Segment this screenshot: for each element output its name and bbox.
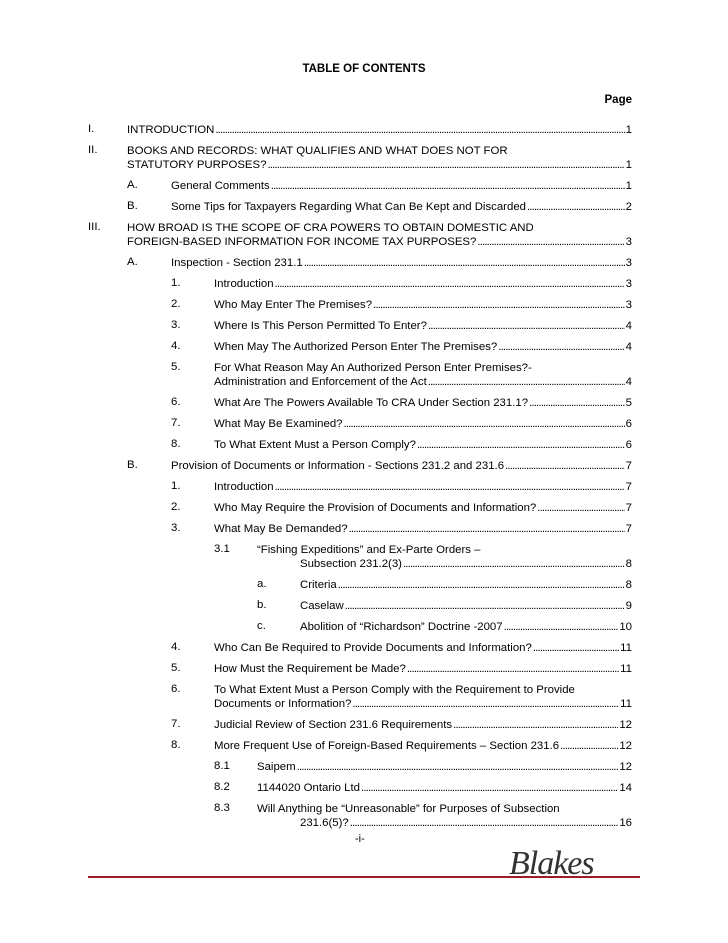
- toc-entry-page: 3: [625, 257, 632, 269]
- toc-entry-page: 4: [625, 320, 632, 332]
- toc-entry[interactable]: [0, 683, 728, 711]
- footer-page-number: -i-: [355, 833, 365, 845]
- toc-entry-number: 6.: [171, 396, 181, 408]
- toc-entry[interactable]: [0, 361, 728, 389]
- toc-entry[interactable]: [0, 480, 728, 494]
- dot-leader: [338, 578, 625, 592]
- toc-entry-text-line: Saipem: [257, 761, 296, 773]
- toc-entry-page: 5: [625, 397, 632, 409]
- toc-entry-page: 9: [625, 600, 632, 612]
- toc-entry-number: II.: [88, 144, 98, 156]
- toc-entry-page: 16: [619, 817, 632, 829]
- toc-entry-number: B.: [127, 200, 138, 212]
- toc-entry-number: 3.1: [214, 543, 230, 555]
- toc-entry-page: 3: [625, 278, 632, 290]
- dot-leader: [361, 781, 618, 795]
- toc-entry-text-line: To What Extent Must a Person Comply?: [214, 439, 416, 451]
- toc-entry-text-line: What May Be Examined?: [214, 418, 343, 430]
- toc-entry[interactable]: [0, 179, 728, 193]
- toc-entry[interactable]: [0, 417, 728, 431]
- page-column-header: Page: [604, 94, 632, 106]
- toc-entry[interactable]: [0, 543, 728, 571]
- toc-entry-page: 12: [619, 719, 632, 731]
- toc-entry-page: 14: [619, 782, 632, 794]
- toc-entry[interactable]: [0, 501, 728, 515]
- toc-entry-number: 2.: [171, 501, 181, 513]
- toc-entry[interactable]: [0, 620, 728, 634]
- toc-entry-text-line: Some Tips for Taxpayers Regarding What Can Be Kept and Discarded: [171, 201, 526, 213]
- toc-entry-text-line: 231.6(5)?: [300, 817, 349, 829]
- blakes-logo: [505, 842, 613, 886]
- dot-leader: [407, 662, 619, 676]
- toc-entry-page: 11: [620, 698, 632, 710]
- toc-entry-text-line: Where Is This Person Permitted To Enter?: [214, 320, 427, 332]
- toc-entry-number: 7.: [171, 718, 181, 730]
- toc-entry-text-line: BOOKS AND RECORDS: WHAT QUALIFIES AND WHAT DOES NOT FOR: [127, 145, 508, 157]
- toc-entry-text-line: 1144020 Ontario Ltd: [257, 782, 361, 794]
- toc-entry-text-line: For What Reason May An Authorized Person Enter Premises?-: [214, 362, 532, 374]
- toc-entry[interactable]: [0, 802, 728, 830]
- toc-entry-page: 4: [625, 341, 632, 353]
- toc-entry-text-line: Judicial Review of Section 231.6 Requirements: [214, 719, 453, 731]
- toc-entry-page: 3: [625, 299, 632, 311]
- toc-entry[interactable]: [0, 256, 728, 270]
- toc-entry-page: 1: [625, 124, 632, 136]
- toc-entry[interactable]: [0, 718, 728, 732]
- dot-leader: [428, 319, 625, 333]
- dot-leader: [477, 235, 624, 249]
- toc-entry[interactable]: [0, 459, 728, 473]
- toc-entry-number: 1.: [171, 480, 181, 492]
- toc-entry-number: A.: [127, 256, 138, 268]
- toc-entry-page: 6: [625, 439, 632, 451]
- logo-wordmark: Blakes: [509, 845, 594, 882]
- toc-entry-number: I.: [88, 123, 95, 135]
- toc-entry-text-line: Who Can Be Required to Provide Documents and Information?: [214, 642, 532, 654]
- dot-leader: [344, 417, 625, 431]
- toc-entry-text-line: When May The Authorized Person Enter The Premises?: [214, 341, 498, 353]
- toc-entry-text-line: Abolition of “Richardson” Doctrine -2007: [300, 621, 503, 633]
- toc-entry-number: 8.2: [214, 781, 230, 793]
- toc-entry-page: 8: [625, 558, 632, 570]
- dot-leader: [345, 599, 625, 613]
- dot-leader: [352, 697, 619, 711]
- toc-entry-number: 8.1: [214, 760, 230, 772]
- dot-leader: [275, 277, 625, 291]
- toc-entry-number: 4.: [171, 641, 181, 653]
- dot-leader: [498, 340, 624, 354]
- dot-leader: [215, 123, 624, 137]
- toc-entry-page: 11: [620, 642, 632, 654]
- dot-leader: [529, 396, 625, 410]
- toc-entry[interactable]: [0, 298, 728, 312]
- dot-leader: [304, 256, 625, 270]
- toc-entry-number: 8.3: [214, 802, 230, 814]
- toc-entry-page: 10: [619, 621, 632, 633]
- toc-entry-text-line: How Must the Requirement be Made?: [214, 663, 406, 675]
- dot-leader: [349, 522, 625, 536]
- toc-entry-page: 6: [625, 418, 632, 430]
- toc-entry[interactable]: [0, 641, 728, 655]
- toc-entry-text-line: What May Be Demanded?: [214, 523, 348, 535]
- dot-leader: [453, 718, 618, 732]
- dot-leader: [527, 200, 625, 214]
- toc-entry-text-line: More Frequent Use of Foreign-Based Requirements – Section 231.6: [214, 740, 560, 752]
- dot-leader: [505, 459, 625, 473]
- toc-entry-text-line: Who May Enter The Premises?: [214, 299, 373, 311]
- toc-entry[interactable]: [0, 396, 728, 410]
- toc-entry[interactable]: [0, 662, 728, 676]
- dot-leader: [417, 438, 625, 452]
- toc-entry-number: 2.: [171, 298, 181, 310]
- dot-leader: [267, 158, 624, 172]
- toc-entry-text-line: Provision of Documents or Information - Sections 231.2 and 231.6: [171, 460, 505, 472]
- toc-entry-number: a.: [257, 578, 267, 590]
- toc-entry-number: c.: [257, 620, 266, 632]
- toc-entry-text-line: What Are The Powers Available To CRA Under Section 231.1?: [214, 397, 529, 409]
- dot-leader: [271, 179, 625, 193]
- toc-entry-number: 5.: [171, 662, 181, 674]
- toc-title: TABLE OF CONTENTS: [302, 63, 426, 75]
- dot-leader: [533, 641, 619, 655]
- toc-entry-text-line: To What Extent Must a Person Comply with the Requirement to Provide: [214, 684, 575, 696]
- toc-entry-text-line: INTRODUCTION: [127, 124, 215, 136]
- toc-entry-page: 4: [625, 376, 632, 388]
- toc-entry-number: b.: [257, 599, 267, 611]
- toc-entry-page: 12: [619, 740, 632, 752]
- toc-entry-page: 7: [625, 481, 632, 493]
- table-of-contents: [0, 123, 728, 837]
- toc-entry-page: 8: [625, 579, 632, 591]
- toc-entry-page: 7: [625, 523, 632, 535]
- toc-entry-text-line: Documents or Information?: [214, 698, 352, 710]
- dot-leader: [297, 760, 619, 774]
- toc-entry-number: 8.: [171, 438, 181, 450]
- toc-entry[interactable]: [0, 123, 728, 137]
- toc-entry-number: 7.: [171, 417, 181, 429]
- toc-entry-number: 6.: [171, 683, 181, 695]
- dot-leader: [275, 480, 625, 494]
- toc-entry-page: 12: [619, 761, 632, 773]
- toc-entry[interactable]: [0, 438, 728, 452]
- toc-entry-text-line: HOW BROAD IS THE SCOPE OF CRA POWERS TO OBTAIN DOMESTIC AND: [127, 222, 534, 234]
- toc-entry-number: 8.: [171, 739, 181, 751]
- toc-entry-number: B.: [127, 459, 138, 471]
- toc-entry-page: 11: [620, 663, 632, 675]
- toc-entry[interactable]: [0, 781, 728, 795]
- toc-entry-page: 1: [625, 180, 632, 192]
- dot-leader: [373, 298, 625, 312]
- toc-entry-text-line: Criteria: [300, 579, 337, 591]
- dot-leader: [428, 375, 625, 389]
- toc-entry-page: 7: [625, 502, 632, 514]
- toc-entry[interactable]: [0, 319, 728, 333]
- toc-entry[interactable]: [0, 599, 728, 613]
- toc-entry-page: 2: [625, 201, 632, 213]
- toc-entry[interactable]: [0, 578, 728, 592]
- toc-entry-text-line: Caselaw: [300, 600, 344, 612]
- toc-entry-number: 4.: [171, 340, 181, 352]
- dot-leader: [403, 557, 625, 571]
- toc-entry-page: 7: [625, 460, 632, 472]
- toc-entry-number: A.: [127, 179, 138, 191]
- toc-entry-number: 3.: [171, 319, 181, 331]
- toc-entry-number: 5.: [171, 361, 181, 373]
- toc-entry[interactable]: [0, 340, 728, 354]
- toc-entry-text-line: FOREIGN-BASED INFORMATION FOR INCOME TAX PURPOSES?: [127, 236, 477, 248]
- toc-entry-text-line: Who May Require the Provision of Documents and Information?: [214, 502, 537, 514]
- dot-leader: [504, 620, 619, 634]
- toc-entry-text-line: “Fishing Expeditions” and Ex-Parte Orders –: [257, 544, 481, 556]
- toc-entry-number: 1.: [171, 277, 181, 289]
- dot-leader: [560, 739, 618, 753]
- toc-entry-page: 3: [625, 236, 632, 248]
- toc-entry-text-line: Introduction: [214, 278, 274, 290]
- toc-entry-number: 3.: [171, 522, 181, 534]
- toc-entry-text-line: Inspection - Section 231.1: [171, 257, 303, 269]
- toc-entry-page: 1: [625, 159, 632, 171]
- toc-entry-text-line: General Comments: [171, 180, 270, 192]
- toc-entry[interactable]: [0, 739, 728, 753]
- dot-leader: [350, 816, 619, 830]
- toc-entry-text-line: STATUTORY PURPOSES?: [127, 159, 267, 171]
- toc-entry[interactable]: [0, 144, 728, 172]
- toc-entry[interactable]: [0, 522, 728, 536]
- dot-leader: [537, 501, 624, 515]
- toc-entry[interactable]: [0, 760, 728, 774]
- toc-entry-number: III.: [88, 221, 101, 233]
- toc-entry-text-line: Subsection 231.2(3): [300, 558, 402, 570]
- toc-entry[interactable]: [0, 277, 728, 291]
- toc-entry-text-line: Introduction: [214, 481, 274, 493]
- toc-entry[interactable]: [0, 200, 728, 214]
- toc-entry-text-line: Will Anything be “Unreasonable” for Purposes of Subsection: [257, 803, 560, 815]
- toc-entry[interactable]: [0, 221, 728, 249]
- toc-entry-text-line: Administration and Enforcement of the Act: [214, 376, 427, 388]
